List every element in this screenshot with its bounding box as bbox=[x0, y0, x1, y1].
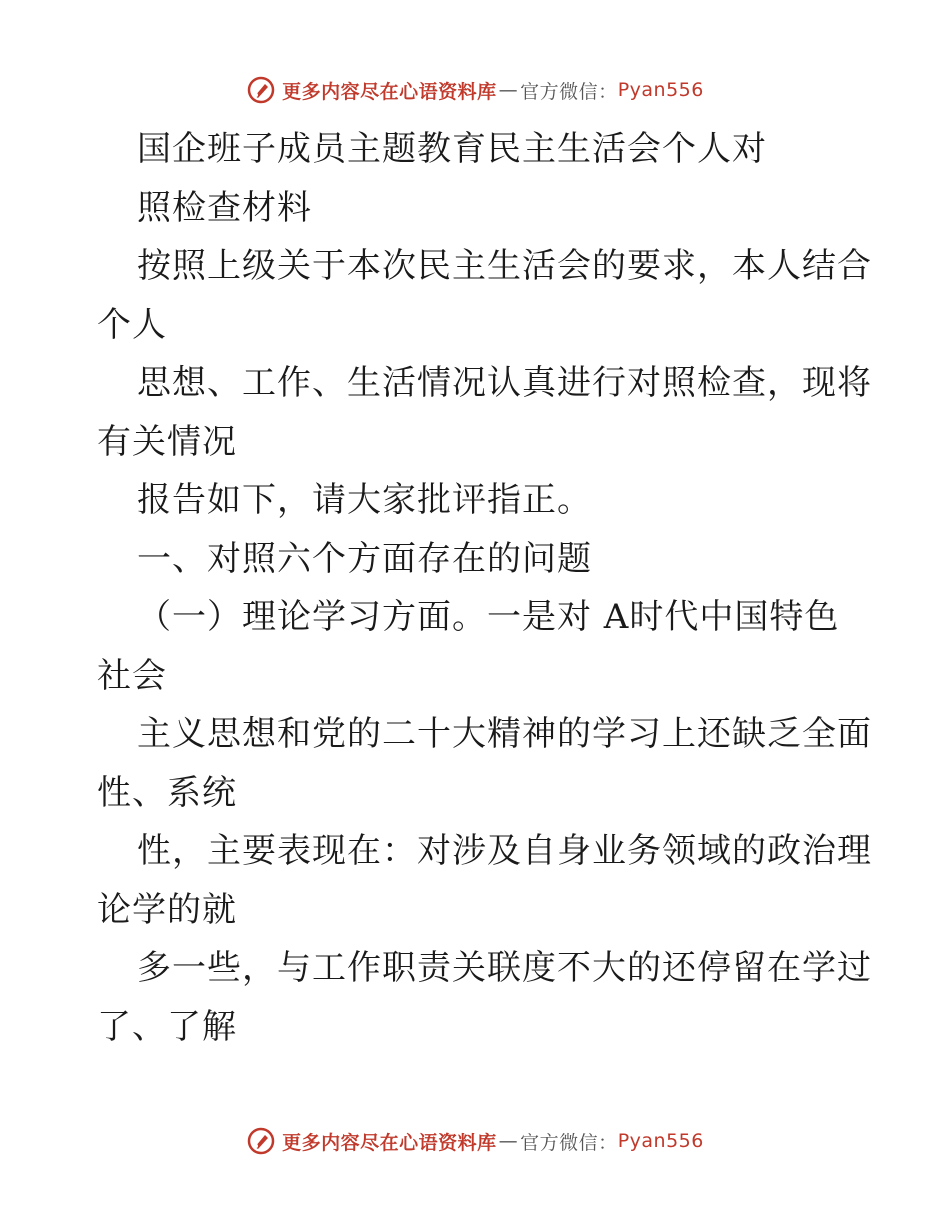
wechat-id: Pyan556 bbox=[617, 79, 704, 101]
doc-paragraph-line: 个人 bbox=[97, 304, 167, 345]
doc-paragraph-line: 性、系统 bbox=[97, 772, 237, 813]
wechat-label: 官方微信： bbox=[520, 1131, 618, 1154]
pen-nib-circle-icon bbox=[246, 1126, 276, 1156]
doc-paragraph-line: 思想、工作、生活情况认真进行对照检查，现将 bbox=[137, 363, 872, 403]
doc-paragraph-line: 主义思想和党的二十大精神的学习上还缺乏全面 bbox=[137, 714, 872, 754]
pen-nib-circle-icon bbox=[246, 75, 276, 105]
wechat-id: Pyan556 bbox=[617, 1130, 704, 1152]
doc-paragraph-line: 了、了解 bbox=[97, 1006, 237, 1047]
watermark-text: 更多内容尽在心语资料库 bbox=[282, 80, 497, 103]
doc-paragraph-line: 性，主要表现在：对涉及自身业务领域的政治理 bbox=[137, 831, 872, 871]
watermark-separator: — bbox=[498, 1130, 519, 1152]
doc-paragraph-line: 按照上级关于本次民主生活会的要求，本人结合 bbox=[137, 246, 872, 286]
doc-paragraph-line: 多一些，与工作职责关联度不大的还停留在学过 bbox=[137, 948, 872, 988]
doc-title-line-2: 照检查材料 bbox=[137, 187, 312, 228]
watermark-banner-bottom bbox=[0, 1121, 950, 1161]
doc-paragraph-line: 社会 bbox=[97, 655, 167, 696]
watermark-text: 更多内容尽在心语资料库 bbox=[282, 1131, 497, 1154]
watermark-separator: — bbox=[498, 79, 519, 101]
doc-paragraph-line: 报告如下，请大家批评指正。 bbox=[137, 480, 592, 520]
doc-paragraph-line: 论学的就 bbox=[97, 889, 237, 930]
doc-paragraph-line: （一）理论学习方面。一是对 A时代中国特色 bbox=[137, 597, 840, 637]
watermark-banner-top bbox=[0, 70, 950, 110]
doc-paragraph-line: 有关情况 bbox=[97, 421, 237, 462]
doc-title-line-1: 国企班子成员主题教育民主生活会个人对 bbox=[137, 129, 767, 169]
doc-section-heading: 一、对照六个方面存在的问题 bbox=[137, 538, 592, 579]
document-body bbox=[97, 120, 872, 1056]
wechat-label: 官方微信： bbox=[520, 80, 618, 103]
